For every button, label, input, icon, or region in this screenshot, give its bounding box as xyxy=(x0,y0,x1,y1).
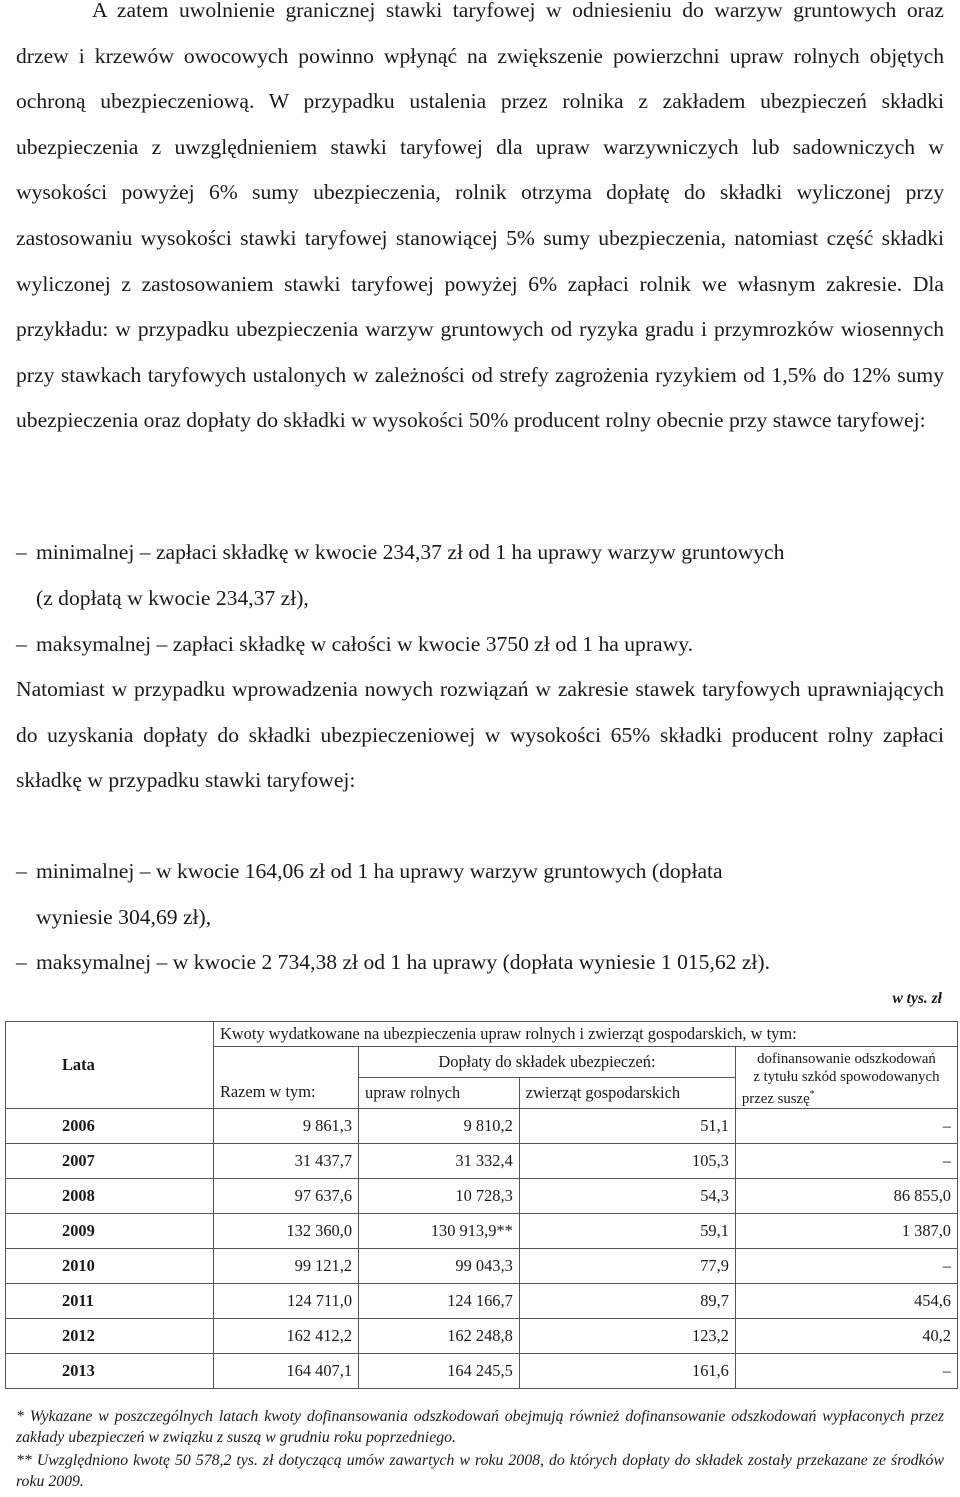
cell-zwierzat: 105,3 xyxy=(519,1143,735,1178)
paragraph-1: A zatem uwolnienie granicznej stawki taryfowej w odniesieniu do warzyw gruntowych oraz drzew i krzewów owocowych powinno wpłynąć na zwiększenie powierzchni upraw rolnych objętych ochroną ubezpieczeniową. W przypadku ustalenia przez rolnika z zakładem ubezpieczeń składki ubezpieczenia z uwzględnieniem stawki taryfowej dla upraw warzywniczych lub sadowniczych w wysokości powyżej 6% sumy ubezpieczenia, rolnik otrzyma dopłatę do składki wyliczonej przy zastosowaniu wysokości stawki taryfowej stanowiącej 5% sumy ubezpieczenia, natomiast część składki wyliczonej z zastosowaniem stawki taryfowej powyżej 6% zapłaci rolnik we własnym zakresie. Dla przykładu: w przypadku ubezpieczenia warzyw gruntowych od ryzyka gradu i przymrozków wiosennych przy stawkach taryfowych ustalonych w zależności od strefy zagrożenia ryzykiem od 1,5% do 12% sumy ubezpieczenia oraz dopłaty do składki w wysokości 50% producent rolny obecnie przy stawce taryfowej: xyxy=(16,0,944,433)
header-razem: Razem w tym: xyxy=(213,1047,358,1109)
cell-upraw: 130 913,9** xyxy=(359,1213,520,1248)
table-row xyxy=(6,1318,958,1353)
table-row xyxy=(6,1283,958,1318)
header-dofinansowanie: dofinansowanie odszkodowań z tytułu szkód spowodowanych przez suszę* xyxy=(735,1047,957,1109)
cell-razem: 99 121,2 xyxy=(213,1248,358,1283)
cell-year: 2010 xyxy=(6,1248,214,1283)
cell-dofinansowanie: 1 387,0 xyxy=(735,1213,957,1248)
cell-year: 2013 xyxy=(6,1353,214,1388)
table-row xyxy=(6,1213,958,1248)
cell-zwierzat: 161,6 xyxy=(519,1353,735,1388)
cell-dofinansowanie: 40,2 xyxy=(735,1318,957,1353)
cell-razem: 162 412,2 xyxy=(213,1318,358,1353)
table-unit: w tys. zł xyxy=(892,990,942,1007)
cell-year: 2012 xyxy=(6,1318,214,1353)
bullet-minimalnej-1: – minimalnej – zapłaci składkę w kwocie 234,37 zł od 1 ha uprawy warzyw gruntowych (z dopłatą w kwocie 234,37 zł), xyxy=(16,540,785,610)
cell-zwierzat: 77,9 xyxy=(519,1248,735,1283)
cell-year: 2006 xyxy=(6,1108,214,1143)
bullet-maksymalnej-2: – maksymalnej – w kwocie 2 734,38 zł od 1 ha uprawy (dopłata wyniesie 1 015,62 zł). xyxy=(16,950,771,974)
cell-razem: 164 407,1 xyxy=(213,1353,358,1388)
cell-upraw: 99 043,3 xyxy=(359,1248,520,1283)
cell-zwierzat: 89,7 xyxy=(519,1283,735,1318)
paragraph-2: Natomiast w przypadku wprowadzenia nowych rozwiązań w zakresie stawek taryfowych uprawniających do uzyskania dopłaty do składki ubezpieczeniowej w wysokości 65% składki producent rolny zapłaci składkę w przypadku stawki taryfowej: xyxy=(16,677,944,793)
header-upraw: upraw rolnych xyxy=(359,1077,520,1108)
table-row xyxy=(6,1108,958,1143)
header-doplaty: Dopłaty do składek ubezpieczeń: xyxy=(359,1047,736,1078)
cell-dofinansowanie: 86 855,0 xyxy=(735,1178,957,1213)
cell-upraw: 124 166,7 xyxy=(359,1283,520,1318)
cell-razem: 9 861,3 xyxy=(213,1108,358,1143)
cell-dofinansowanie: – xyxy=(735,1108,957,1143)
cell-razem: 97 637,6 xyxy=(213,1178,358,1213)
cell-zwierzat: 51,1 xyxy=(519,1108,735,1143)
cell-razem: 132 360,0 xyxy=(213,1213,358,1248)
cell-zwierzat: 54,3 xyxy=(519,1178,735,1213)
cell-year: 2009 xyxy=(6,1213,214,1248)
cell-razem: 124 711,0 xyxy=(213,1283,358,1318)
header-kwoty: Kwoty wydatkowane na ubezpieczenia upraw rolnych i zwierząt gospodarskich, w tym: xyxy=(213,1022,957,1047)
bullet-maksymalnej-1: – maksymalnej – zapłaci składkę w całości w kwocie 3750 zł od 1 ha uprawy. xyxy=(16,632,694,656)
table-header-row xyxy=(6,1022,958,1047)
cell-dofinansowanie: – xyxy=(735,1143,957,1178)
cell-upraw: 9 810,2 xyxy=(359,1108,520,1143)
bullet-minimalnej-2: – minimalnej – w kwocie 164,06 zł od 1 ha uprawy warzyw gruntowych (dopłata wyniesie 304,69 zł), xyxy=(16,859,723,929)
header-lata: Lata xyxy=(6,1022,214,1109)
cell-year: 2011 xyxy=(6,1283,214,1318)
cell-year: 2008 xyxy=(6,1178,214,1213)
footnote-2: ** Uwzględniono kwotę 50 578,2 tys. zł dotyczącą umów zawartych w roku 2008, do których dopłaty do składek zostały przekazane ze środków roku 2009. xyxy=(16,1452,944,1490)
cell-year: 2007 xyxy=(6,1143,214,1178)
expenditure-table xyxy=(5,1021,958,1389)
table-row xyxy=(6,1143,958,1178)
cell-dofinansowanie: – xyxy=(735,1248,957,1283)
header-zwierzat: zwierząt gospodarskich xyxy=(519,1077,735,1108)
cell-upraw: 10 728,3 xyxy=(359,1178,520,1213)
cell-upraw: 162 248,8 xyxy=(359,1318,520,1353)
cell-razem: 31 437,7 xyxy=(213,1143,358,1178)
cell-zwierzat: 123,2 xyxy=(519,1318,735,1353)
table-row xyxy=(6,1353,958,1388)
cell-dofinansowanie: 454,6 xyxy=(735,1283,957,1318)
cell-upraw: 164 245,5 xyxy=(359,1353,520,1388)
table-row xyxy=(6,1178,958,1213)
footnote-1: * Wykazane w poszczególnych latach kwoty dofinansowania odszkodowań obejmują również dofinansowanie odszkodowań wypłaconych przez zakłady ubezpieczeń w związku z suszą w grudniu roku poprzedniego. xyxy=(16,1408,944,1446)
table-row xyxy=(6,1248,958,1283)
cell-zwierzat: 59,1 xyxy=(519,1213,735,1248)
cell-upraw: 31 332,4 xyxy=(359,1143,520,1178)
cell-dofinansowanie: – xyxy=(735,1353,957,1388)
